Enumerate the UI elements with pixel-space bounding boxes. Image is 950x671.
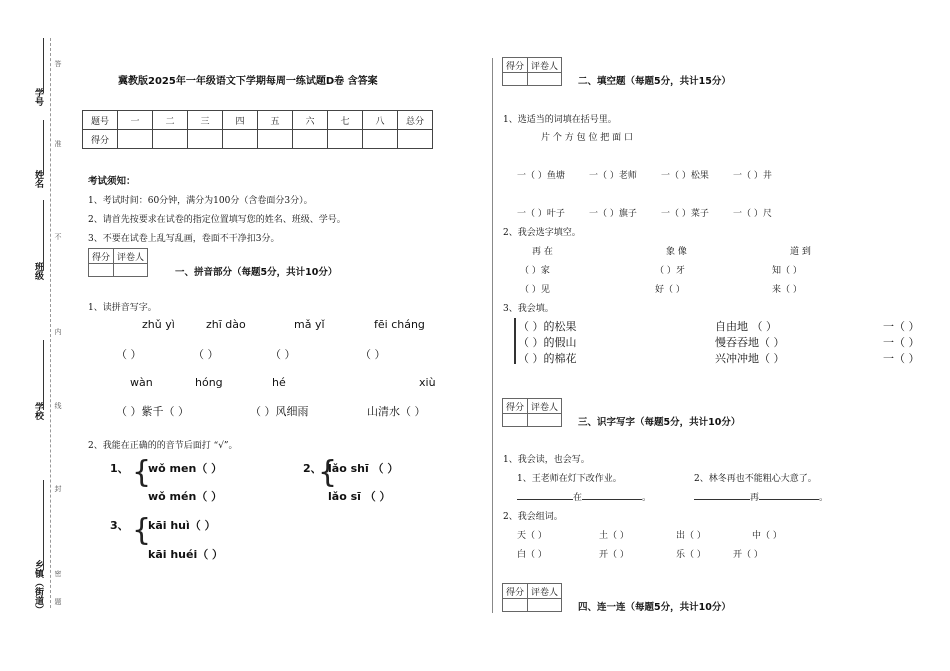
- char-fill[interactable]: 好（ ）: [655, 285, 685, 295]
- phrase-fill[interactable]: 一（ ）: [883, 336, 920, 349]
- grader-reviewer-cell[interactable]: [528, 73, 562, 86]
- score-cell[interactable]: [328, 130, 363, 149]
- section-title: 四、连一连（每题5分，共计10分）: [578, 602, 731, 613]
- word-fill[interactable]: 中（ ）: [752, 531, 782, 541]
- question: 2、我会组词。: [503, 512, 563, 522]
- grader-reviewer-cell[interactable]: [528, 599, 562, 612]
- measure-fill[interactable]: 一（ ）旗子: [589, 209, 637, 219]
- answer-paren[interactable]: （ ）: [116, 348, 142, 361]
- sentence: 2、林冬再也不能粗心大意了。: [694, 474, 817, 484]
- brace: {: [132, 455, 152, 490]
- question: 3、我会填。: [503, 304, 554, 314]
- measure-fill[interactable]: 一（ ）老师: [589, 171, 637, 181]
- seal-char: 封: [54, 485, 62, 492]
- word-fill[interactable]: 开（ ）: [599, 550, 629, 560]
- score-header-cell: 二: [153, 111, 188, 130]
- question: 2、我会选字填空。: [503, 228, 581, 238]
- phrase-fill[interactable]: （ ）的假山: [518, 336, 577, 349]
- measure-fill[interactable]: 一（ ）菜子: [661, 209, 709, 219]
- pinyin: zhī dào: [206, 318, 246, 331]
- measure-fill[interactable]: 一（ ）尺: [733, 209, 772, 219]
- word-fill[interactable]: 白（ ）: [517, 550, 547, 560]
- char-fill[interactable]: （ ）家: [520, 266, 550, 276]
- score-cell[interactable]: [293, 130, 328, 149]
- word-bank: 片 个 方 包 位 把 面 口: [541, 133, 634, 143]
- pinyin-option[interactable]: lǎo sī （ ）: [328, 490, 391, 503]
- char-fill[interactable]: （ ）见: [520, 285, 550, 295]
- grader-score-cell[interactable]: [503, 599, 528, 612]
- measure-fill[interactable]: 一（ ）井: [733, 171, 772, 181]
- score-header-cell: 八: [363, 111, 398, 130]
- grader-score-label: 得分: [503, 58, 528, 73]
- char-fill[interactable]: 知（ ）: [772, 266, 802, 276]
- pinyin: zhǔ yì: [142, 318, 175, 331]
- blank-xuexiao: [43, 340, 44, 410]
- pinyin-option[interactable]: wǒ men（ ）: [148, 462, 223, 475]
- score-cell[interactable]: [153, 130, 188, 149]
- seal-char: 答: [54, 60, 62, 67]
- grader-reviewer-label: 评卷人: [528, 58, 562, 73]
- char-choices: 象 像: [666, 247, 687, 257]
- char-fill[interactable]: 来（ ）: [772, 285, 802, 295]
- score-cell[interactable]: [118, 130, 153, 149]
- brace: {: [318, 455, 338, 490]
- grader-reviewer-cell[interactable]: [114, 264, 148, 277]
- pinyin-option[interactable]: wǒ mén（ ）: [148, 490, 223, 503]
- group-number: 1、: [110, 462, 129, 475]
- grader-reviewer-label: 评卷人: [528, 399, 562, 414]
- score-header-cell: 总分: [398, 111, 433, 130]
- group-number: 3、: [110, 519, 129, 532]
- score-header-cell: 一: [118, 111, 153, 130]
- section-title: 一、拼音部分（每题5分，共计10分）: [175, 267, 338, 278]
- phrase-fill[interactable]: 兴冲冲地（ ）: [715, 352, 785, 365]
- score-header-cell: 四: [223, 111, 258, 130]
- score-cell[interactable]: [188, 130, 223, 149]
- char-choices: 再 在: [532, 247, 553, 257]
- binding-xuexiao: 学校: [33, 402, 43, 420]
- idiom-fill[interactable]: （ ）风细雨: [250, 405, 309, 418]
- score-cell[interactable]: [223, 130, 258, 149]
- answer-paren[interactable]: （ ）: [193, 348, 219, 361]
- measure-fill[interactable]: 一（ ）叶子: [517, 209, 565, 219]
- grader-score-label: 得分: [503, 399, 528, 414]
- binding-banji: 班级: [33, 262, 43, 280]
- group-number: 2、: [303, 462, 322, 475]
- pinyin: hé: [272, 376, 286, 389]
- section-title: 二、填空题（每题5分，共计15分）: [578, 76, 731, 87]
- write-line[interactable]: 再 。: [694, 490, 828, 503]
- seal-char: 题: [54, 598, 62, 605]
- grader-reviewer-label: 评卷人: [114, 249, 148, 264]
- score-header-cell: 六: [293, 111, 328, 130]
- question: 1、我会读，也会写。: [503, 455, 590, 465]
- grader-box-sec1: [88, 248, 148, 277]
- answer-paren[interactable]: （ ）: [360, 348, 386, 361]
- measure-fill[interactable]: 一（ ）松果: [661, 171, 709, 181]
- blank-xuehao: [43, 38, 44, 93]
- grader-score-label: 得分: [503, 584, 528, 599]
- binding-xuehao: 学号: [33, 88, 43, 106]
- binding-xiangzhen: 乡镇（街道）: [33, 560, 43, 614]
- notice-item: 2、请首先按要求在试卷的指定位置填写您的姓名、班级、学号。: [88, 215, 346, 225]
- binding-xingming: 姓名: [33, 170, 43, 188]
- phrase-fill[interactable]: 慢吞吞地（ ）: [715, 336, 785, 349]
- phrase-fill[interactable]: 自由地 （ ）: [715, 320, 777, 333]
- score-cell[interactable]: [398, 130, 433, 149]
- write-char: 再: [750, 493, 760, 503]
- notice-title: 考试须知：: [88, 176, 136, 187]
- notice-item: 1、考试时间：60分钟，满分为100分（含卷面分3分）。: [88, 196, 313, 206]
- grader-score-cell[interactable]: [503, 73, 528, 86]
- seal-char: 不: [54, 233, 62, 240]
- score-cell[interactable]: [363, 130, 398, 149]
- word-fill[interactable]: 天（ ）: [517, 531, 547, 541]
- blank-banji: [43, 200, 44, 270]
- phrase-fill[interactable]: 一（ ）: [883, 352, 920, 365]
- pinyin: xiù: [419, 376, 436, 389]
- write-line[interactable]: 在 。: [517, 490, 651, 503]
- brace: {: [132, 513, 152, 548]
- seal-char: 准: [54, 140, 62, 147]
- score-header-cell: 五: [258, 111, 293, 130]
- fill-bar: [514, 318, 516, 364]
- grader-score-cell[interactable]: [89, 264, 114, 277]
- score-row-label: 得分: [83, 130, 118, 149]
- pinyin: fēi cháng: [374, 318, 425, 331]
- blank-xingming: [43, 120, 44, 175]
- pinyin: mǎ yǐ: [294, 318, 325, 331]
- question: 1、读拼音写字。: [88, 303, 157, 313]
- phrase-fill[interactable]: （ ）的松果: [518, 320, 577, 333]
- grader-box-sec4: [502, 583, 562, 612]
- question: 2、我能在正确的的音节后面打 “√”。: [88, 441, 238, 451]
- blank-xiangzhen: [43, 480, 44, 570]
- pinyin-option[interactable]: lǎo shī （ ）: [328, 462, 399, 475]
- score-header-cell: 三: [188, 111, 223, 130]
- measure-fill[interactable]: 一（ ）鱼塘: [517, 171, 565, 181]
- grader-reviewer-cell[interactable]: [528, 414, 562, 427]
- grader-reviewer-label: 评卷人: [528, 584, 562, 599]
- seal-char: 线: [54, 402, 62, 409]
- doc-title: 冀教版2025年一年级语文下学期每周一练试题D卷 含答案: [118, 76, 378, 87]
- idiom-fill[interactable]: 山清水（ ）: [367, 405, 426, 418]
- word-fill[interactable]: 乐（ ）: [676, 550, 706, 560]
- score-header-cell: 七: [328, 111, 363, 130]
- grader-box-sec3: [502, 398, 562, 427]
- seal-char: 内: [54, 328, 62, 335]
- section-title: 三、识字写字（每题5分，共计10分）: [578, 417, 741, 428]
- pinyin: hóng: [195, 376, 223, 389]
- word-fill[interactable]: 出（ ）: [676, 531, 706, 541]
- sentence: 1、王老师在灯下改作业。: [517, 474, 622, 484]
- pinyin: wàn: [130, 376, 153, 389]
- pinyin-option[interactable]: kāi huéi（ ）: [148, 548, 224, 561]
- word-fill[interactable]: 土（ ）: [599, 531, 629, 541]
- word-fill[interactable]: 开（ ）: [733, 550, 763, 560]
- answer-paren[interactable]: （ ）: [270, 348, 296, 361]
- phrase-fill[interactable]: （ ）的棉花: [518, 352, 577, 365]
- question: 1、选适当的词填在括号里。: [503, 115, 617, 125]
- write-char: 在: [573, 493, 583, 503]
- char-fill[interactable]: （ ）牙: [655, 266, 685, 276]
- char-choices: 道 到: [790, 247, 811, 257]
- phrase-fill[interactable]: 一（ ）: [883, 320, 920, 333]
- grader-score-cell[interactable]: [503, 414, 528, 427]
- grader-box-sec2: [502, 57, 562, 86]
- notice-item: 3、不要在试卷上乱写乱画，卷面不干净扣3分。: [88, 234, 280, 244]
- column-divider: [492, 58, 493, 613]
- score-cell[interactable]: [258, 130, 293, 149]
- idiom-fill[interactable]: （ ）紫千（ ）: [116, 405, 189, 418]
- score-header-cell: 题号: [83, 111, 118, 130]
- pinyin-option[interactable]: kāi huì（ ）: [148, 519, 216, 532]
- seal-char: 密: [54, 570, 62, 577]
- binding-line: [50, 38, 51, 608]
- score-table: [82, 110, 433, 149]
- grader-score-label: 得分: [89, 249, 114, 264]
